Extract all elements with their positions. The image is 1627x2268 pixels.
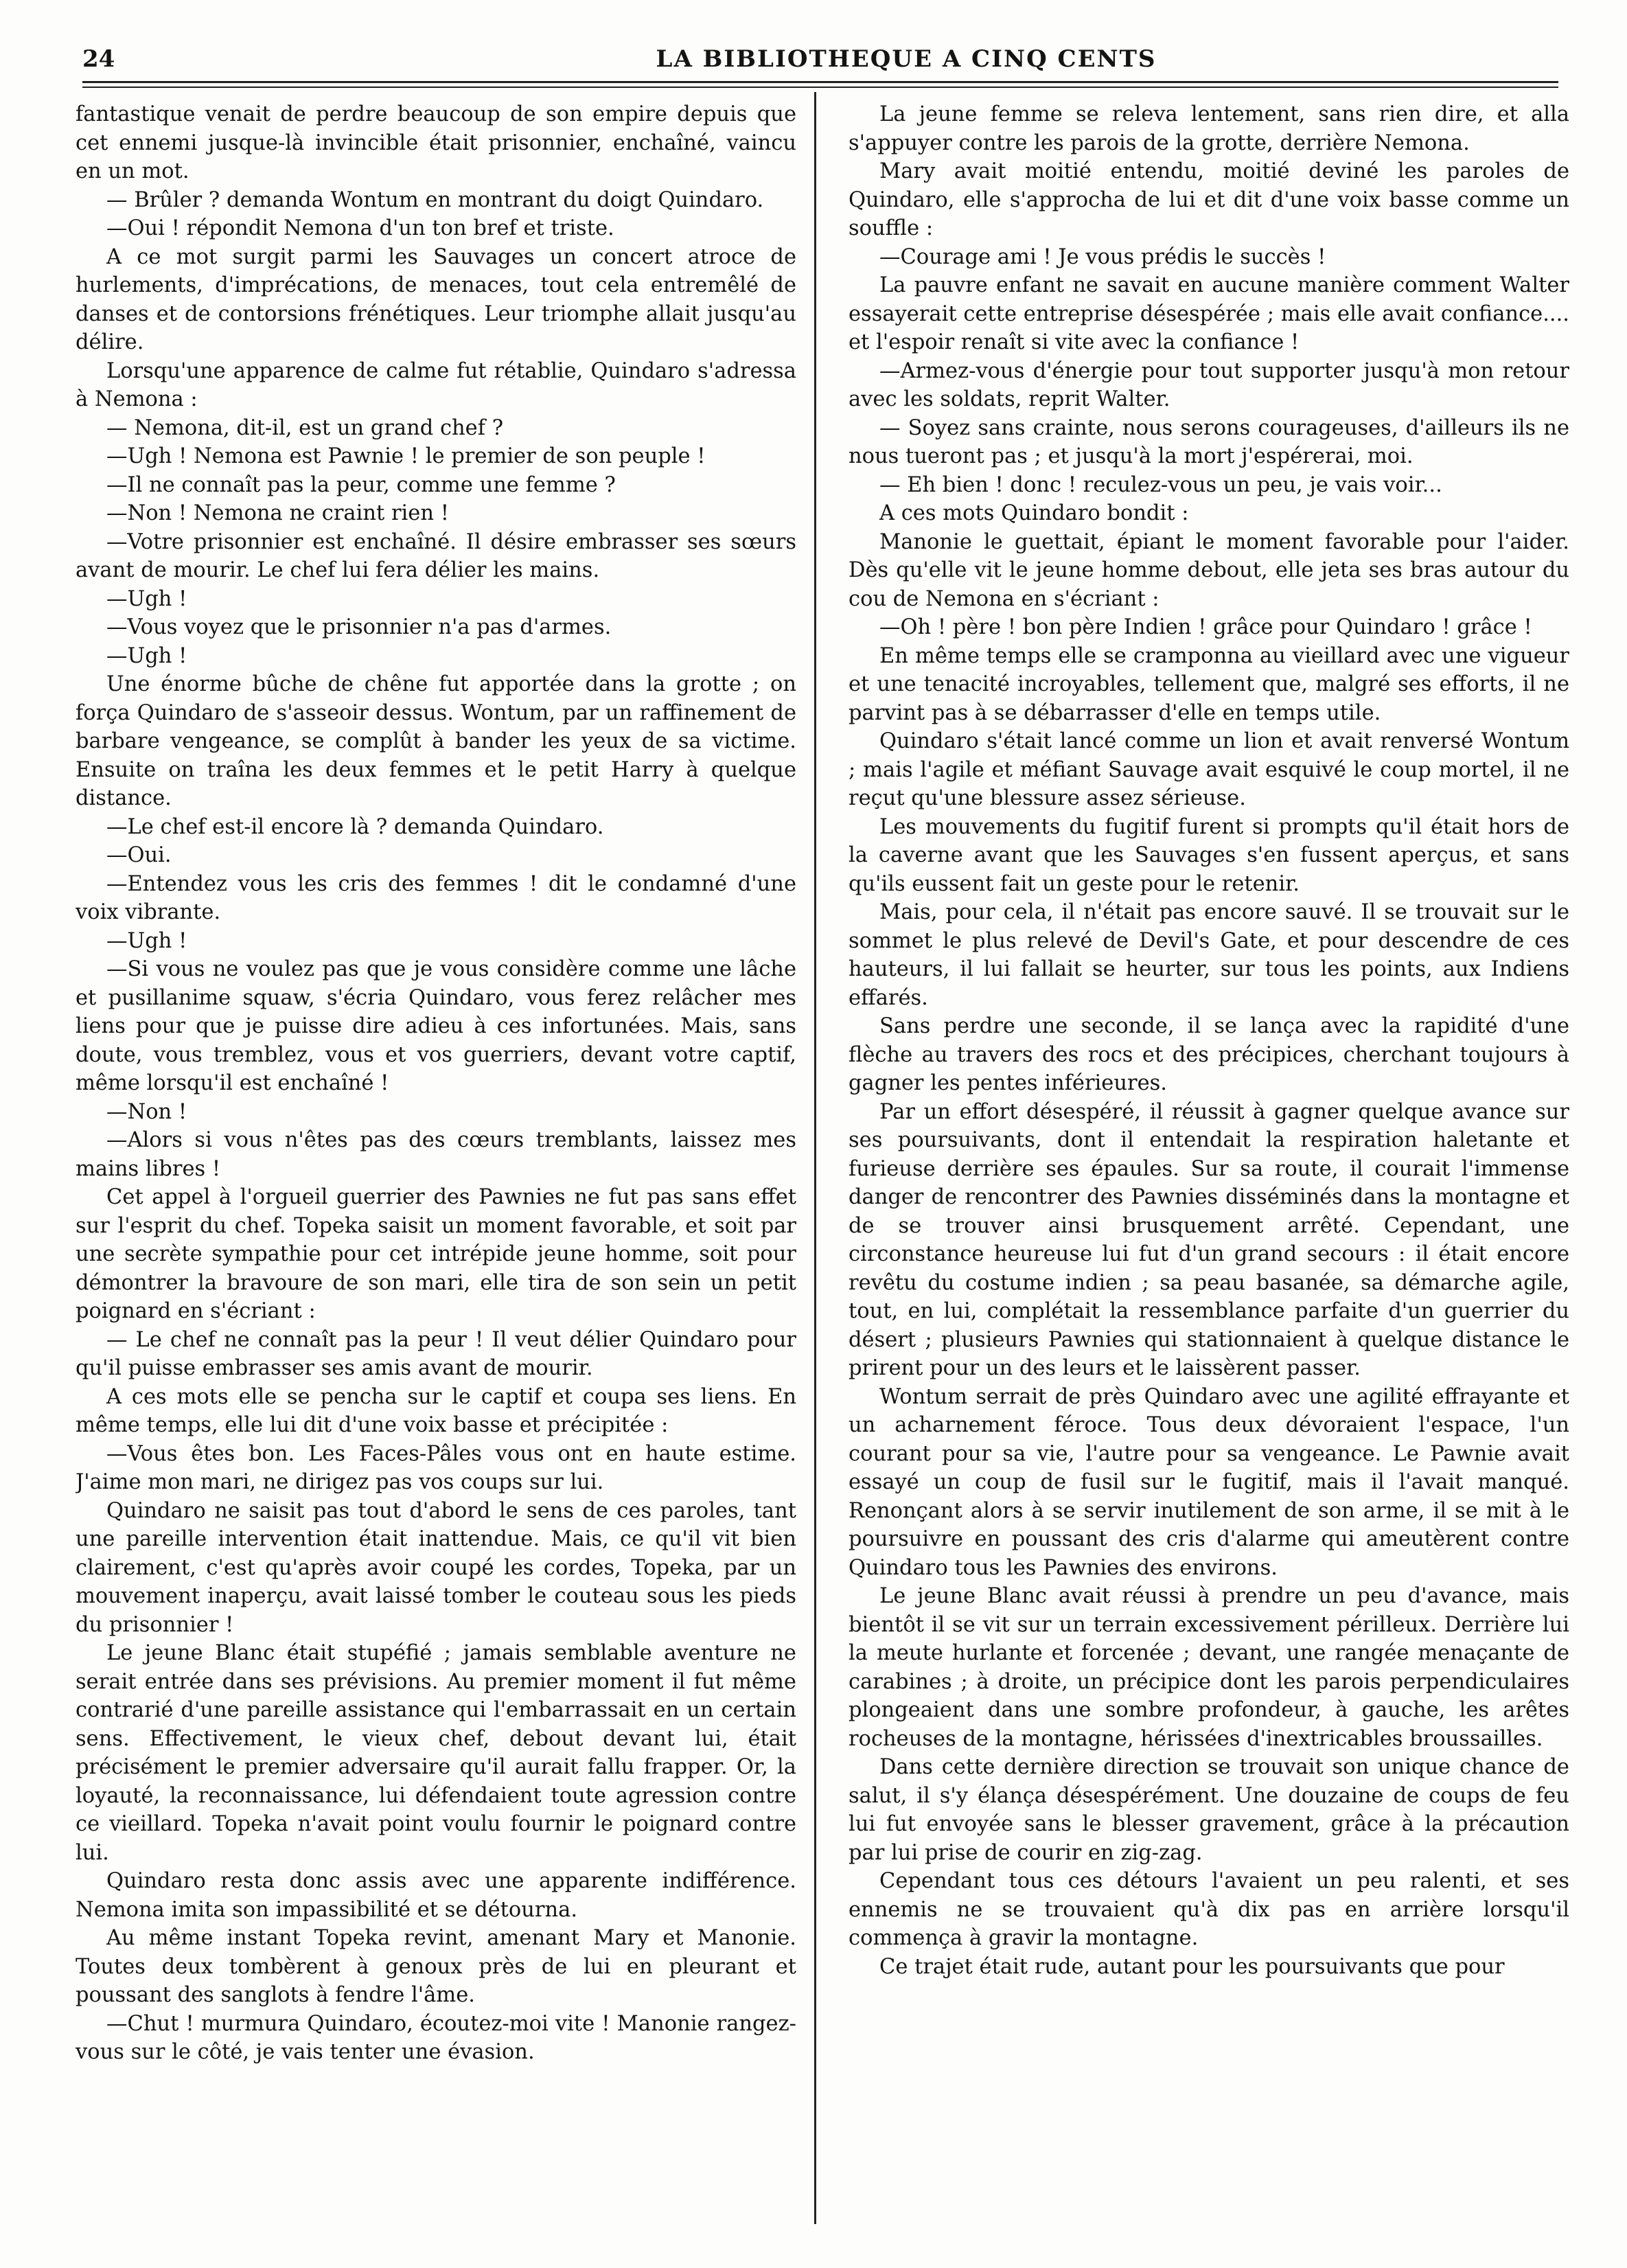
running-title: LA BIBLIOTHEQUE A CINQ CENTS <box>656 45 1157 73</box>
paragraph: Les mouvements du fugitif furent si prompts qu'il était hors de la caverne avant que les Sauvages s'en fussent aperçus, et sans qu'ils eussent fait un geste pour le retenir. <box>849 814 1569 896</box>
paragraph: —Armez-vous d'énergie pour tout supporter jusqu'à mon retour avec les soldats, reprit Walter. <box>849 358 1569 411</box>
left-column <box>76 100 796 2236</box>
paragraph: —Ugh ! Nemona est Pawnie ! le premier de son peuple ! <box>106 444 706 468</box>
paragraph: Ce trajet était rude, autant pour les poursuivants que pour <box>879 1954 1505 1979</box>
paragraph: Cet appel à l'orgueil guerrier des Pawnies ne fut pas sans effet sur l'esprit du chef. Topeka saisit un moment favorable, et soit par une secrète sympathie pour cet intrépide jeune homme, soit pour démontrer la bravoure de son mari, elle tira de son sein un petit poignard en s'écriant : <box>76 1185 796 1323</box>
paragraph: —Alors si vous n'êtes pas des cœurs tremblants, laissez mes mains libres ! <box>76 1128 796 1181</box>
paragraph: —Non ! <box>106 1099 187 1124</box>
paragraph: Sans perdre une seconde, il se lança avec la rapidité d'une flèche au travers des rocs et des précipices, cherchant toujours à gagner les pentes inférieures. <box>849 1014 1569 1095</box>
paragraph: —Entendez vous les cris des femmes ! dit le condamné d'une voix vibrante. <box>76 871 796 924</box>
paragraph: —Courage ami ! Je vous prédis le succès ! <box>879 244 1326 269</box>
header-rule <box>82 81 1558 83</box>
paragraph: Quindaro s'était lancé comme un lion et avait renversé Wontum ; mais l'agile et méfiant Sauvage avait esquivé le coup mortel, il ne reçut qu'une blessure assez sérieuse. <box>849 729 1569 810</box>
paragraph: Le jeune Blanc avait réussi à prendre un peu d'avance, mais bientôt il se vit sur un terrain excessivement périlleux. Derrière lui la meute hurlante et forcenée ; devant, une rangée menaçante de carabines ; à droite, un précipice dont les parois perpendiculaires plongeaient dans une sombre profondeur, à gauche, les arêtes rocheuses de la montagne, hérissées d'inextricables broussailles. <box>849 1584 1569 1751</box>
paragraph: — Le chef ne connaît pas la peur ! Il veut délier Quindaro pour qu'il puisse embrasser ses amis avant de mourir. <box>76 1327 796 1380</box>
paragraph: —Oh ! père ! bon père Indien ! grâce pour Quindaro ! grâce ! <box>879 615 1532 639</box>
paragraph: —Il ne connaît pas la peur, comme une femme ? <box>106 472 616 497</box>
paragraph: Mais, pour cela, il n'était pas encore sauvé. Il se trouvait sur le sommet le plus relevé de Devil's Gate, et pour descendre de ces hauteurs, il lui fallait se heurter, sur tous les points, aux Indiens effarés. <box>849 900 1569 1010</box>
paragraph: Le jeune Blanc était stupéfié ; jamais semblable aventure ne serait entrée dans ses prévisions. Au premier moment il fut même contrarié d'une pareille assistance qui l'embarrassait en un certain sens. Effectivement, le vieux chef, debout devant lui, était précisément le premier adversaire qu'il aurait fallu frapper. Or, la loyauté, la reconnaissance, lui défendaient toute agression contre ce vieillard. Topeka n'avait point voulu fournir le poignard contre lui. <box>76 1641 796 1865</box>
paragraph: —Ugh ! <box>106 586 187 611</box>
paragraph: —Oui ! répondit Nemona d'un ton bref et triste. <box>106 216 614 240</box>
paragraph: A ces mots Quindaro bondit : <box>879 501 1189 525</box>
paragraph: Manonie le guettait, épiant le moment favorable pour l'aider. Dès qu'elle vit le jeune homme debout, elle jeta ses bras autour du cou de Nemona en s'écriant : <box>849 529 1569 611</box>
paragraph: — Brûler ? demanda Wontum en montrant du doigt Quindaro. <box>106 187 764 212</box>
paragraph: Cependant tous ces détours l'avaient un peu ralenti, et ses ennemis ne se trouvaient qu'à dix pas en arrière lorsqu'il commença à gravir la montagne. <box>849 1869 1569 1950</box>
paragraph: —Ugh ! <box>106 928 187 953</box>
paragraph: Dans cette dernière direction se trouvait son unique chance de salut, il s'y élança désespérément. Une douzaine de coups de feu lui fut envoyée sans le blesser gravement, grâce à la précaution par lui prise de courir en zig-zag. <box>849 1755 1569 1865</box>
paragraph: —Votre prisonnier est enchaîné. Il désire embrasser ses sœurs avant de mourir. Le chef lui fera délier les mains. <box>76 529 796 582</box>
paragraph: Lorsqu'une apparence de calme fut rétablie, Quindaro s'adressa à Nemona : <box>76 358 796 411</box>
paragraph: Quindaro resta donc assis avec une apparente indifférence. Nemona imita son impassibilité et se détourna. <box>76 1869 796 1922</box>
paragraph: A ces mots elle se pencha sur le captif et coupa ses liens. En même temps, elle lui dit d'une voix basse et précipitée : <box>76 1384 796 1437</box>
paragraph: La jeune femme se releva lentement, sans rien dire, et alla s'appuyer contre les parois de la grotte, derrière Nemona. <box>849 102 1569 155</box>
paragraph: Une énorme bûche de chêne fut apportée dans la grotte ; on força Quindaro de s'asseoir dessus. Wontum, par un raffinement de barbare vengeance, se complût à bander les yeux de sa victime. Ensuite on traîna les deux femmes et le petit Harry à quelque distance. <box>76 672 796 810</box>
column-divider <box>814 92 816 2224</box>
paragraph: —Vous êtes bon. Les Faces-Pâles vous ont en haute estime. J'aime mon mari, ne dirigez pas vos coups sur lui. <box>76 1441 796 1494</box>
paragraph: La pauvre enfant ne savait en aucune manière comment Walter essayerait cette entreprise désespérée ; mais elle avait confiance.... et l'espoir renaît si vite avec la confiance ! <box>849 273 1569 354</box>
paragraph: —Non ! Nemona ne craint rien ! <box>106 501 449 525</box>
paragraph: Quindaro ne saisit pas tout d'abord le sens de ces paroles, tant une pareille intervention était inattendue. Mais, ce qu'il vit bien clairement, c'est qu'après avoir coupé les cordes, Topeka, par un mouvement inaperçu, avait laissé tomber le couteau sous les pieds du prisonnier ! <box>76 1498 796 1637</box>
paragraph: —Ugh ! <box>106 643 187 668</box>
paragraph: — Soyez sans crainte, nous serons courageuses, d'ailleurs ils ne nous tueront pas ; et jusqu'à la mort j'espérerai, moi. <box>849 415 1569 468</box>
paragraph: A ce mot surgit parmi les Sauvages un concert atroce de hurlements, d'imprécations, de menaces, tout cela entremêlé de danses et de contorsions frénétiques. Leur triomphe allait jusqu'au délire. <box>76 244 796 354</box>
paragraph: — Nemona, dit-il, est un grand chef ? <box>106 415 504 440</box>
paragraph: Wontum serrait de près Quindaro avec une agilité effrayante et un acharnement féroce. Tous deux dévoraient l'espace, l'un courant pour sa vie, l'autre pour sa vengeance. Le Pawnie avait essayé un coup de fusil sur le fugitif, mais il l'avait manqué. Renonçant alors à se servir inutilement de son arme, il se mit à le poursuivre en poussant des cris d'alarme qui ameutèrent contre Quindaro tous les Pawnies des environs. <box>849 1384 1569 1580</box>
paragraph: Au même instant Topeka revint, amenant Mary et Manonie. Toutes deux tombèrent à genoux près de lui en pleurant et poussant des sanglots à fendre l'âme. <box>76 1926 796 2007</box>
right-column <box>849 100 1569 2236</box>
paragraph: Mary avait moitié entendu, moitié deviné les paroles de Quindaro, elle s'approcha de lui et dit d'une voix basse comme un souffle : <box>849 159 1569 240</box>
paragraph: — Eh bien ! donc ! reculez-vous un peu, je vais voir... <box>879 472 1442 497</box>
page-number: 24 <box>82 45 115 73</box>
paragraph: En même temps elle se cramponna au vieillard avec une vigueur et une tenacité incroyables, tellement que, malgré ses efforts, il ne parvint pas à se débarrasser d'elle en temps utile. <box>849 643 1569 725</box>
paragraph: —Chut ! murmura Quindaro, écoutez-moi vite ! Manonie rangez-vous sur le côté, je vais tenter une évasion. <box>76 2011 796 2064</box>
header-rule-double <box>82 87 1558 88</box>
paragraph: —Vous voyez que le prisonnier n'a pas d'armes. <box>106 615 612 639</box>
paragraph: Par un effort désespéré, il réussit à gagner quelque avance sur ses poursuivants, dont il entendait la respiration haletante et furieuse derrière ses épaules. Sur sa route, il courait l'immense danger de rencontrer des Pawnies disséminés dans la montagne et de se trouver ainsi brusquement arrêté. Cependant, une circonstance heureuse lui fut d'un grand secours : il était encore revêtu du costume indien ; sa peau basanée, sa démarche agile, tout, en lui, complétait la ressemblance parfaite d'un guerrier du désert ; plusieurs Pawnies qui stationnaient à quelque distance le prirent pour un des leurs et le laissèrent passer. <box>849 1099 1569 1380</box>
paragraph: —Oui. <box>106 843 172 867</box>
paragraph: —Si vous ne voulez pas que je vous considère comme une lâche et pusillanime squaw, s'écria Quindaro, vous ferez relâcher mes liens pour que je puisse dire adieu à ces infortunées. Mais, sans doute, vous tremblez, vous et vos guerriers, devant votre captif, même lorsqu'il est enchaîné ! <box>76 957 796 1095</box>
page-header <box>82 45 1558 80</box>
paragraph: fantastique venait de perdre beaucoup de son empire depuis que cet ennemi jusque-là invincible était prisonnier, enchaîné, vaincu en un mot. <box>76 102 796 183</box>
paragraph: —Le chef est-il encore là ? demanda Quindaro. <box>106 814 604 839</box>
